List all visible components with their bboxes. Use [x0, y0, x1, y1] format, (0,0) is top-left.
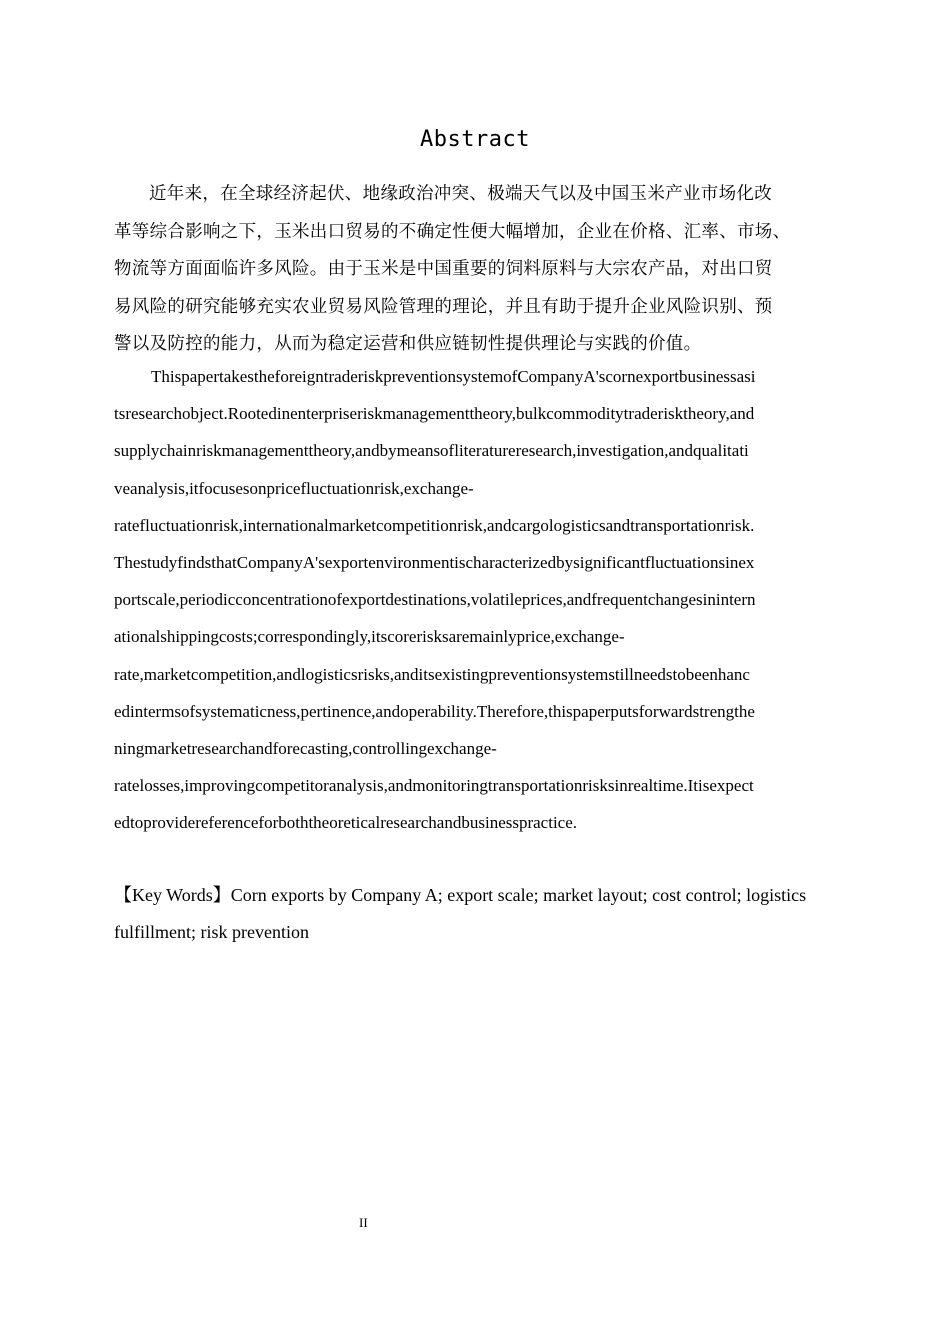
chinese-abstract-line: 警以及防控的能力，从而为稳定运营和供应链韧性提供理论与实践的价值。 [114, 334, 702, 354]
chinese-abstract-line: 物流等方面面临许多风险。由于玉米是中国重要的饲料原料与大宗农产品，对出口贸 [114, 259, 773, 279]
english-abstract-line: tsresearchobject.Rootedinenterpriseriskmanagementtheory,bulkcommoditytraderisktheory,and [114, 404, 755, 424]
keywords-line: 【Key Words】Corn exports by Company A; export scale; market layout; cost control; logistics [114, 885, 807, 905]
english-abstract-line: rate,marketcompetition,andlogisticsrisks,anditsexistingpreventionsystemstillneedstobeenhanc [114, 664, 750, 684]
page-number: II [359, 1215, 368, 1230]
english-abstract-line: edintermsofsystematicness,pertinence,andoperability.Therefore,thispaperputsforwardstrengthe [114, 701, 755, 721]
english-abstract-line: veanalysis,itfocusesonpricefluctuationrisk,exchange- [114, 478, 474, 498]
english-abstract-line: ratelosses,improvingcompetitoranalysis,andmonitoringtransportationrisksinrealtime.Itisexpect [114, 776, 754, 796]
keywords-line: fulfillment; risk prevention [114, 922, 309, 942]
english-abstract-line: portscale,periodicconcentrationofexportdestinations,volatileprices,andfrequentchangesinintern [114, 590, 756, 610]
chinese-abstract-paragraph [114, 176, 844, 364]
english-abstract-line: edtoprovidereferenceforboththeoreticalresearchandbusinesspractice. [114, 813, 578, 833]
chinese-abstract-line: 革等综合影响之下，玉米出口贸易的不确定性便大幅增加，企业在价格、汇率、市场、 [114, 221, 791, 242]
english-abstract-line: supplychainriskmanagementtheory,andbymeansofliteratureresearch,investigation,andqualitati [114, 441, 749, 461]
chinese-abstract-line: 易风险的研究能够充实农业贸易风险管理的理论，并且有助于提升企业风险识别、预 [114, 296, 773, 317]
keywords-paragraph [114, 877, 844, 951]
english-abstract-line: ningmarketresearchandforecasting,controllingexchange- [114, 739, 497, 759]
english-abstract-line: ratefluctuationrisk,internationalmarketcompetitionrisk,andcargologisticsandtransportationrisk. [114, 515, 755, 535]
page-title: Abstract [420, 127, 530, 152]
chinese-abstract-line: 近年来，在全球经济起伏、地缘政治冲突、极端天气以及中国玉米产业市场化改 [149, 184, 772, 204]
english-abstract-paragraph [114, 358, 844, 842]
english-abstract-line: ThispapertakestheforeigntraderiskpreventionsystemofCompanyA'scornexportbusinessasi [151, 367, 756, 386]
english-abstract-line: ationalshippingcosts;correspondingly,itscorerisksaremainlyprice,exchange- [114, 627, 625, 647]
english-abstract-line: ThestudyfindsthatCompanyA'sexportenvironmentischaracterizedbysignificantfluctuationsinex [114, 553, 755, 573]
